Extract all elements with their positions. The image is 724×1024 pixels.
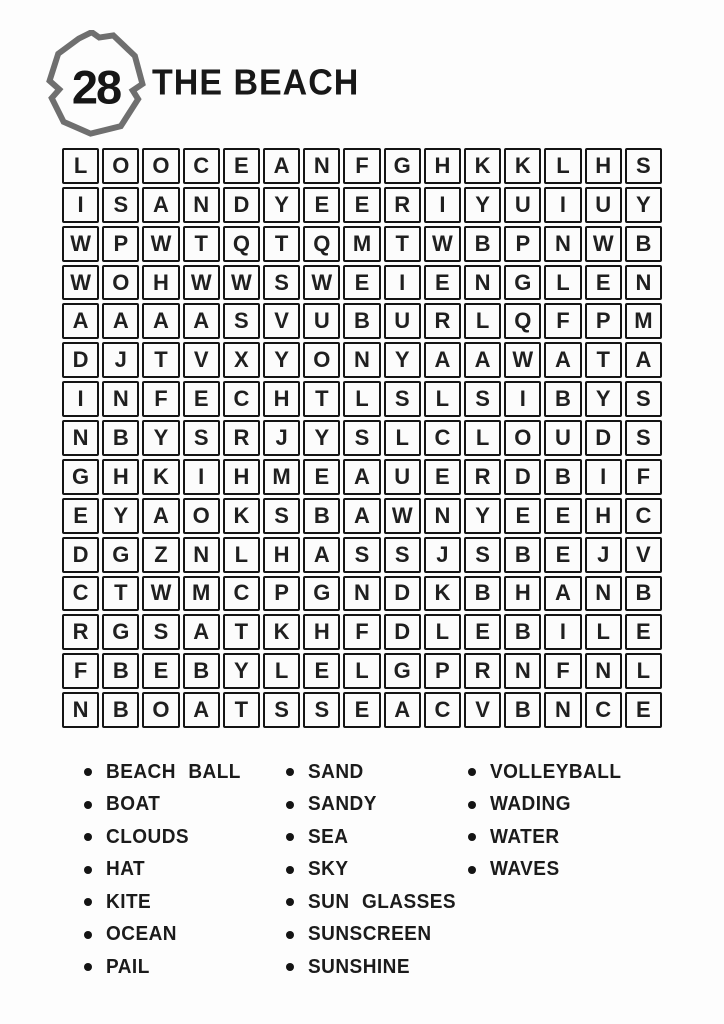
grid-cell-r7-c9: S — [384, 381, 421, 417]
bullet-icon — [84, 833, 92, 841]
grid-cell-r5-c4: A — [183, 303, 220, 339]
grid-cell-r2-c10: I — [424, 187, 461, 223]
grid-cell-r13-c5: T — [223, 614, 260, 650]
grid-cell-r6-c2: J — [102, 342, 139, 378]
puzzle-number-badge — [42, 30, 150, 138]
grid-cell-r2-c4: N — [183, 187, 220, 223]
grid-cell-r3-c6: T — [263, 226, 300, 262]
grid-cell-r5-c8: B — [343, 303, 380, 339]
grid-cell-r12-c5: C — [223, 576, 260, 612]
grid-cell-r5-c14: P — [585, 303, 622, 339]
grid-cell-r8-c13: U — [544, 420, 581, 456]
grid-cell-r10-c11: Y — [464, 498, 501, 534]
word-label: BOAT — [106, 793, 161, 816]
grid-cell-r2-c12: U — [504, 187, 541, 223]
grid-cell-r8-c10: C — [424, 420, 461, 456]
grid-cell-r10-c3: A — [142, 498, 179, 534]
bullet-icon — [84, 801, 92, 809]
grid-cell-r2-c1: I — [62, 187, 99, 223]
grid-cell-r10-c9: W — [384, 498, 421, 534]
grid-cell-r14-c7: E — [303, 653, 340, 689]
grid-cell-r9-c6: M — [263, 459, 300, 495]
grid-cell-r2-c9: R — [384, 187, 421, 223]
grid-cell-r12-c1: C — [62, 576, 99, 612]
list-item — [84, 951, 279, 984]
grid-cell-r4-c11: N — [464, 265, 501, 301]
wordsearch-grid — [62, 148, 662, 728]
grid-cell-r4-c3: H — [142, 265, 179, 301]
grid-cell-r14-c14: N — [585, 653, 622, 689]
word-list-column-3 — [468, 756, 668, 886]
word-label: SKY — [308, 858, 349, 881]
grid-cell-r14-c9: G — [384, 653, 421, 689]
grid-cell-r13-c10: L — [424, 614, 461, 650]
grid-cell-r9-c14: I — [585, 459, 622, 495]
bullet-icon — [84, 963, 92, 971]
grid-cell-r6-c13: A — [544, 342, 581, 378]
grid-cell-r11-c1: D — [62, 537, 99, 573]
grid-cell-r13-c12: B — [504, 614, 541, 650]
grid-cell-r15-c11: V — [464, 692, 501, 728]
grid-cell-r15-c2: B — [102, 692, 139, 728]
grid-cell-r3-c9: T — [384, 226, 421, 262]
word-label: CLOUDS — [106, 825, 190, 848]
grid-cell-r1-c7: N — [303, 148, 340, 184]
bullet-icon — [84, 931, 92, 939]
grid-cell-r5-c1: A — [62, 303, 99, 339]
grid-cell-r6-c15: A — [625, 342, 662, 378]
grid-cell-r9-c13: B — [544, 459, 581, 495]
list-item — [286, 756, 466, 789]
grid-cell-r9-c7: E — [303, 459, 340, 495]
word-label: PAIL — [106, 955, 150, 978]
grid-cell-r9-c10: E — [424, 459, 461, 495]
grid-cell-r13-c3: S — [142, 614, 179, 650]
puzzle-number: 28 — [71, 60, 121, 114]
list-item — [286, 789, 466, 822]
grid-cell-r11-c5: L — [223, 537, 260, 573]
grid-cell-r7-c6: H — [263, 381, 300, 417]
grid-cell-r9-c9: U — [384, 459, 421, 495]
grid-cell-r2-c5: D — [223, 187, 260, 223]
bullet-icon — [84, 898, 92, 906]
grid-cell-r1-c5: E — [223, 148, 260, 184]
grid-cell-r4-c2: O — [102, 265, 139, 301]
list-item — [84, 821, 279, 854]
bullet-icon — [286, 931, 294, 939]
grid-cell-r4-c6: S — [263, 265, 300, 301]
grid-cell-r15-c5: T — [223, 692, 260, 728]
grid-cell-r15-c6: S — [263, 692, 300, 728]
grid-cell-r5-c15: M — [625, 303, 662, 339]
grid-cell-r10-c15: C — [625, 498, 662, 534]
grid-cell-r7-c12: I — [504, 381, 541, 417]
grid-cell-r3-c1: W — [62, 226, 99, 262]
grid-cell-r6-c5: X — [223, 342, 260, 378]
grid-cell-r4-c15: N — [625, 265, 662, 301]
grid-cell-r14-c4: B — [183, 653, 220, 689]
grid-cell-r14-c10: P — [424, 653, 461, 689]
grid-cell-r12-c9: D — [384, 576, 421, 612]
word-label: WADING — [490, 793, 571, 816]
grid-cell-r11-c4: N — [183, 537, 220, 573]
grid-cell-r8-c1: N — [62, 420, 99, 456]
grid-cell-r2-c6: Y — [263, 187, 300, 223]
grid-cell-r9-c2: H — [102, 459, 139, 495]
word-label: VOLLEYBALL — [490, 760, 622, 783]
grid-cell-r14-c5: Y — [223, 653, 260, 689]
grid-cell-r3-c8: M — [343, 226, 380, 262]
grid-cell-r7-c5: C — [223, 381, 260, 417]
list-item — [84, 789, 279, 822]
grid-cell-r3-c3: W — [142, 226, 179, 262]
grid-cell-r3-c5: Q — [223, 226, 260, 262]
list-item — [468, 854, 668, 887]
grid-cell-r10-c10: N — [424, 498, 461, 534]
list-item — [468, 821, 668, 854]
word-label: SUNSHINE — [308, 955, 410, 978]
grid-cell-r14-c2: B — [102, 653, 139, 689]
grid-cell-r9-c11: R — [464, 459, 501, 495]
grid-cell-r15-c3: O — [142, 692, 179, 728]
grid-cell-r6-c9: Y — [384, 342, 421, 378]
grid-cell-r12-c12: H — [504, 576, 541, 612]
bullet-icon — [468, 801, 476, 809]
grid-cell-r10-c8: A — [343, 498, 380, 534]
grid-cell-r12-c13: A — [544, 576, 581, 612]
grid-cell-r13-c2: G — [102, 614, 139, 650]
grid-cell-r4-c4: W — [183, 265, 220, 301]
grid-cell-r1-c9: G — [384, 148, 421, 184]
grid-cell-r13-c1: R — [62, 614, 99, 650]
grid-cell-r4-c9: I — [384, 265, 421, 301]
grid-cell-r11-c11: S — [464, 537, 501, 573]
grid-cell-r15-c8: E — [343, 692, 380, 728]
list-item — [468, 756, 668, 789]
grid-cell-r10-c13: E — [544, 498, 581, 534]
grid-cell-r9-c15: F — [625, 459, 662, 495]
list-item — [286, 854, 466, 887]
grid-cell-r11-c12: B — [504, 537, 541, 573]
grid-cell-r10-c1: E — [62, 498, 99, 534]
grid-cell-r15-c13: N — [544, 692, 581, 728]
grid-cell-r5-c9: U — [384, 303, 421, 339]
grid-cell-r6-c4: V — [183, 342, 220, 378]
grid-cell-r15-c9: A — [384, 692, 421, 728]
grid-cell-r6-c14: T — [585, 342, 622, 378]
grid-cell-r11-c7: A — [303, 537, 340, 573]
grid-cell-r13-c15: E — [625, 614, 662, 650]
grid-cell-r1-c3: O — [142, 148, 179, 184]
grid-cell-r2-c14: U — [585, 187, 622, 223]
grid-cell-r5-c7: U — [303, 303, 340, 339]
grid-cell-r10-c4: O — [183, 498, 220, 534]
list-item — [286, 821, 466, 854]
grid-cell-r5-c5: S — [223, 303, 260, 339]
grid-cell-r11-c9: S — [384, 537, 421, 573]
grid-cell-r12-c11: B — [464, 576, 501, 612]
word-label: HAT — [106, 858, 146, 881]
word-list-column-2 — [286, 756, 466, 984]
grid-cell-r3-c15: B — [625, 226, 662, 262]
grid-cell-r8-c9: L — [384, 420, 421, 456]
grid-cell-r14-c8: L — [343, 653, 380, 689]
grid-cell-r1-c1: L — [62, 148, 99, 184]
grid-cell-r14-c12: N — [504, 653, 541, 689]
grid-cell-r1-c13: L — [544, 148, 581, 184]
grid-cell-r15-c4: A — [183, 692, 220, 728]
bullet-icon — [468, 866, 476, 874]
grid-cell-r8-c5: R — [223, 420, 260, 456]
grid-cell-r1-c2: O — [102, 148, 139, 184]
grid-cell-r2-c13: I — [544, 187, 581, 223]
list-item — [286, 919, 466, 952]
grid-cell-r1-c12: K — [504, 148, 541, 184]
bullet-icon — [84, 866, 92, 874]
grid-cell-r8-c7: Y — [303, 420, 340, 456]
grid-cell-r4-c5: W — [223, 265, 260, 301]
grid-cell-r7-c8: L — [343, 381, 380, 417]
grid-cell-r7-c1: I — [62, 381, 99, 417]
grid-cell-r9-c8: A — [343, 459, 380, 495]
grid-cell-r5-c3: A — [142, 303, 179, 339]
grid-cell-r3-c11: B — [464, 226, 501, 262]
grid-cell-r3-c2: P — [102, 226, 139, 262]
grid-cell-r6-c11: A — [464, 342, 501, 378]
grid-cell-r13-c4: A — [183, 614, 220, 650]
grid-cell-r12-c2: T — [102, 576, 139, 612]
word-label: WATER — [490, 825, 560, 848]
grid-cell-r9-c12: D — [504, 459, 541, 495]
grid-cell-r4-c12: G — [504, 265, 541, 301]
word-label: SANDY — [308, 793, 377, 816]
grid-cell-r2-c3: A — [142, 187, 179, 223]
grid-cell-r14-c6: L — [263, 653, 300, 689]
bullet-icon — [286, 833, 294, 841]
grid-cell-r11-c8: S — [343, 537, 380, 573]
grid-cell-r2-c2: S — [102, 187, 139, 223]
word-label: KITE — [106, 890, 152, 913]
grid-cell-r6-c3: T — [142, 342, 179, 378]
word-label: SEA — [308, 825, 349, 848]
list-item — [84, 886, 279, 919]
grid-cell-r13-c14: L — [585, 614, 622, 650]
grid-cell-r3-c13: N — [544, 226, 581, 262]
grid-cell-r11-c3: Z — [142, 537, 179, 573]
bullet-icon — [468, 833, 476, 841]
grid-cell-r3-c7: Q — [303, 226, 340, 262]
word-label: WAVES — [490, 858, 560, 881]
word-list-column-1 — [84, 756, 279, 984]
grid-cell-r12-c3: W — [142, 576, 179, 612]
grid-cell-r8-c11: L — [464, 420, 501, 456]
grid-cell-r1-c8: F — [343, 148, 380, 184]
bullet-icon — [84, 768, 92, 776]
grid-cell-r4-c7: W — [303, 265, 340, 301]
bullet-icon — [286, 801, 294, 809]
grid-cell-r12-c14: N — [585, 576, 622, 612]
grid-cell-r3-c14: W — [585, 226, 622, 262]
grid-cell-r9-c5: H — [223, 459, 260, 495]
grid-cell-r7-c14: Y — [585, 381, 622, 417]
grid-cell-r4-c14: E — [585, 265, 622, 301]
grid-cell-r5-c6: V — [263, 303, 300, 339]
grid-cell-r1-c4: C — [183, 148, 220, 184]
grid-cell-r11-c6: H — [263, 537, 300, 573]
word-label: BEACH BALL — [106, 760, 241, 783]
grid-cell-r1-c15: S — [625, 148, 662, 184]
grid-cell-r12-c7: G — [303, 576, 340, 612]
grid-cell-r13-c13: I — [544, 614, 581, 650]
grid-cell-r8-c3: Y — [142, 420, 179, 456]
grid-cell-r9-c3: K — [142, 459, 179, 495]
grid-cell-r2-c11: Y — [464, 187, 501, 223]
page-title: THE BEACH — [152, 63, 360, 103]
grid-cell-r9-c4: I — [183, 459, 220, 495]
list-item — [286, 886, 466, 919]
grid-cell-r15-c7: S — [303, 692, 340, 728]
grid-cell-r6-c8: N — [343, 342, 380, 378]
grid-cell-r7-c4: E — [183, 381, 220, 417]
grid-cell-r12-c15: B — [625, 576, 662, 612]
list-item — [468, 789, 668, 822]
word-label: OCEAN — [106, 923, 177, 946]
grid-cell-r1-c10: H — [424, 148, 461, 184]
grid-cell-r14-c13: F — [544, 653, 581, 689]
grid-cell-r12-c6: P — [263, 576, 300, 612]
list-item — [84, 756, 279, 789]
grid-cell-r15-c1: N — [62, 692, 99, 728]
grid-cell-r2-c15: Y — [625, 187, 662, 223]
grid-cell-r10-c6: S — [263, 498, 300, 534]
grid-cell-r2-c8: E — [343, 187, 380, 223]
grid-cell-r8-c2: B — [102, 420, 139, 456]
grid-cell-r1-c14: H — [585, 148, 622, 184]
grid-cell-r14-c15: L — [625, 653, 662, 689]
bullet-icon — [286, 963, 294, 971]
grid-cell-r7-c10: L — [424, 381, 461, 417]
grid-cell-r13-c6: K — [263, 614, 300, 650]
grid-cell-r7-c15: S — [625, 381, 662, 417]
grid-cell-r10-c14: H — [585, 498, 622, 534]
grid-cell-r10-c5: K — [223, 498, 260, 534]
word-label: SAND — [308, 760, 364, 783]
grid-cell-r2-c7: E — [303, 187, 340, 223]
grid-cell-r6-c6: Y — [263, 342, 300, 378]
bullet-icon — [286, 866, 294, 874]
grid-cell-r4-c10: E — [424, 265, 461, 301]
grid-cell-r5-c12: Q — [504, 303, 541, 339]
grid-cell-r6-c7: O — [303, 342, 340, 378]
word-label: SUNSCREEN — [308, 923, 432, 946]
grid-cell-r1-c6: A — [263, 148, 300, 184]
bullet-icon — [286, 768, 294, 776]
grid-cell-r7-c11: S — [464, 381, 501, 417]
grid-cell-r7-c7: T — [303, 381, 340, 417]
grid-cell-r5-c13: F — [544, 303, 581, 339]
grid-cell-r1-c11: K — [464, 148, 501, 184]
list-item — [84, 919, 279, 952]
grid-cell-r5-c11: L — [464, 303, 501, 339]
grid-cell-r14-c3: E — [142, 653, 179, 689]
grid-cell-r3-c10: W — [424, 226, 461, 262]
grid-cell-r8-c8: S — [343, 420, 380, 456]
list-item — [84, 854, 279, 887]
bullet-icon — [468, 768, 476, 776]
grid-cell-r12-c4: M — [183, 576, 220, 612]
grid-cell-r13-c7: H — [303, 614, 340, 650]
grid-cell-r6-c10: A — [424, 342, 461, 378]
grid-cell-r15-c10: C — [424, 692, 461, 728]
grid-cell-r4-c1: W — [62, 265, 99, 301]
grid-cell-r10-c2: Y — [102, 498, 139, 534]
grid-cell-r6-c12: W — [504, 342, 541, 378]
grid-cell-r11-c15: V — [625, 537, 662, 573]
grid-cell-r13-c8: F — [343, 614, 380, 650]
grid-cell-r12-c10: K — [424, 576, 461, 612]
grid-cell-r8-c6: J — [263, 420, 300, 456]
grid-cell-r4-c8: E — [343, 265, 380, 301]
grid-cell-r3-c12: P — [504, 226, 541, 262]
grid-cell-r6-c1: D — [62, 342, 99, 378]
grid-cell-r13-c11: E — [464, 614, 501, 650]
grid-cell-r11-c14: J — [585, 537, 622, 573]
grid-cell-r8-c15: S — [625, 420, 662, 456]
grid-cell-r7-c2: N — [102, 381, 139, 417]
grid-cell-r14-c11: R — [464, 653, 501, 689]
grid-cell-r15-c15: E — [625, 692, 662, 728]
list-item — [286, 951, 466, 984]
word-label: SUN GLASSES — [308, 890, 457, 913]
grid-cell-r11-c13: E — [544, 537, 581, 573]
grid-cell-r7-c13: B — [544, 381, 581, 417]
grid-cell-r15-c12: B — [504, 692, 541, 728]
grid-cell-r3-c4: T — [183, 226, 220, 262]
grid-cell-r10-c12: E — [504, 498, 541, 534]
grid-cell-r11-c2: G — [102, 537, 139, 573]
grid-cell-r13-c9: D — [384, 614, 421, 650]
grid-cell-r4-c13: L — [544, 265, 581, 301]
grid-cell-r14-c1: F — [62, 653, 99, 689]
grid-cell-r5-c2: A — [102, 303, 139, 339]
grid-cell-r9-c1: G — [62, 459, 99, 495]
bullet-icon — [286, 898, 294, 906]
grid-cell-r8-c12: O — [504, 420, 541, 456]
grid-cell-r7-c3: F — [142, 381, 179, 417]
grid-cell-r8-c14: D — [585, 420, 622, 456]
grid-cell-r10-c7: B — [303, 498, 340, 534]
grid-cell-r12-c8: N — [343, 576, 380, 612]
grid-cell-r15-c14: C — [585, 692, 622, 728]
grid-cell-r5-c10: R — [424, 303, 461, 339]
grid-cell-r8-c4: S — [183, 420, 220, 456]
grid-cell-r11-c10: J — [424, 537, 461, 573]
